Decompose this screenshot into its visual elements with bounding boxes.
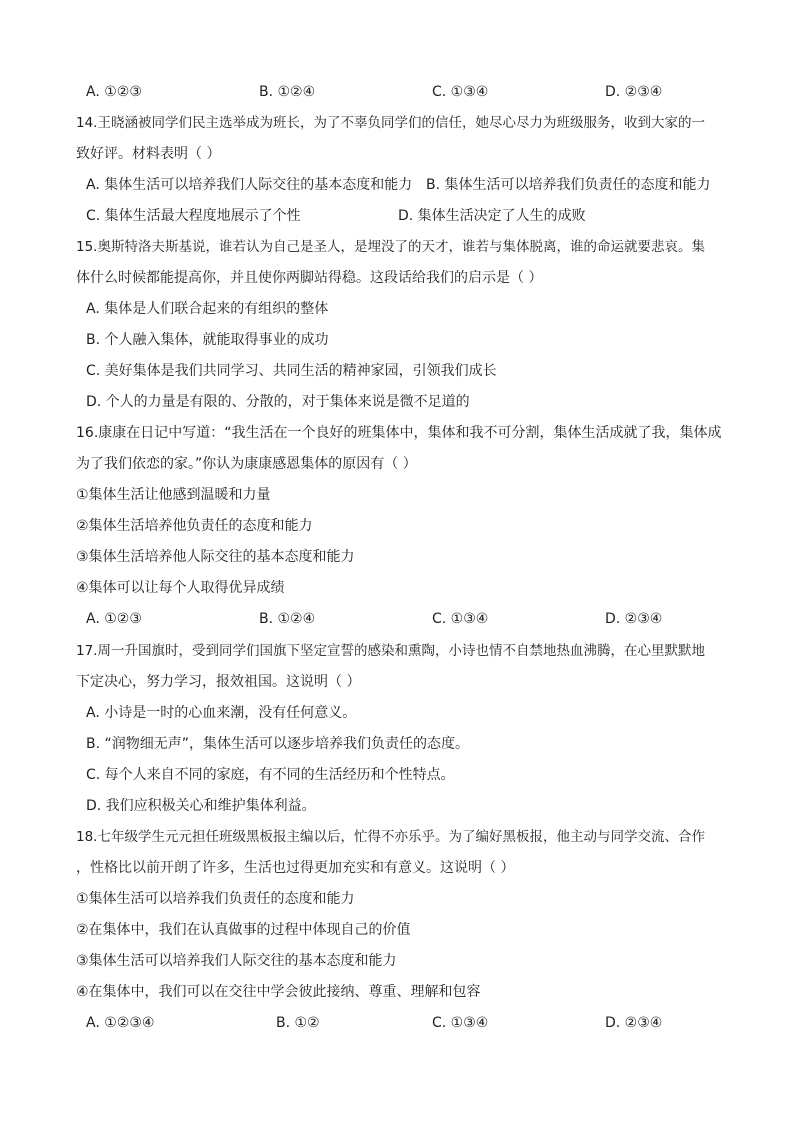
q13-option-a: A. ①②③	[86, 84, 142, 100]
q16-option-a: A. ①②③	[86, 611, 142, 627]
q15-option-c: C. 美好集体是我们共同学习、共同生活的精神家园，引领我们成长	[86, 363, 497, 379]
q14-option-b: B. 集体生活可以培养我们负责任的态度和能力	[426, 177, 711, 193]
q17-option-c: C. 每个人来自不同的家庭，有不同的生活经历和个性特点。	[86, 767, 455, 783]
q14-stem-line2: 致好评。材料表明（ ）	[76, 146, 221, 162]
q13-options	[0, 82, 794, 102]
q17-option-b: B. “润物细无声”，集体生活可以逐步培养我们负责任的态度。	[86, 736, 470, 752]
q16-stem-line1: 16.康康在日记中写道：“我生活在一个良好的班集体中，集体和我不可分割，集体生活成就了我，集体成	[76, 425, 722, 441]
q18-option-a: A. ①②③④	[86, 1015, 155, 1031]
q16-option-d: D. ②③④	[605, 611, 663, 627]
q15-stem-line2: 体什么时候都能提高你，并且使你两脚站得稳。这段话给我们的启示是（ ）	[76, 270, 543, 286]
q16-option-c: C. ①③④	[432, 611, 489, 627]
q16-statement-4: ④集体可以让每个人取得优异成绩	[76, 580, 285, 596]
q18-options	[0, 1013, 794, 1033]
q18-statement-3: ③集体生活可以培养我们人际交往的基本态度和能力	[76, 953, 397, 969]
q16-options	[0, 609, 794, 629]
q13-option-b: B. ①②④	[259, 84, 316, 100]
q14-stem-line1: 14.王晓涵被同学们民主选举成为班长，为了不辜负同学们的信任，她尽心尽力为班级服务，收到大家的一	[76, 115, 705, 131]
q16-statement-3: ③集体生活培养他人际交往的基本态度和能力	[76, 549, 355, 565]
q14-option-c: C. 集体生活最大程度地展示了个性	[86, 208, 301, 224]
q15-option-d: D. 个人的力量是有限的、分散的，对于集体来说是微不足道的	[86, 394, 470, 410]
q14-options-row1	[0, 175, 794, 195]
q14-option-d: D. 集体生活决定了人生的成败	[398, 208, 586, 224]
q13-option-d: D. ②③④	[605, 84, 663, 100]
q15-option-a: A. 集体是人们联合起来的有组织的整体	[86, 301, 329, 317]
q15-option-b: B. 个人融入集体，就能取得事业的成功	[86, 332, 329, 348]
q13-option-c: C. ①③④	[432, 84, 489, 100]
q16-statement-2: ②集体生活培养他负责任的态度和能力	[76, 518, 313, 534]
q14-options-row2	[0, 206, 794, 226]
q14-option-a: A. 集体生活可以培养我们人际交往的基本态度和能力	[86, 177, 413, 193]
q18-stem-line1: 18.七年级学生元元担任班级黑板报主编以后，忙得不亦乐乎。为了编好黑板报，他主动与同学交流、合作	[76, 829, 705, 845]
q16-option-b: B. ①②④	[259, 611, 316, 627]
q16-stem-line2: 为了我们依恋的家。”你认为康康感恩集体的原因有（ ）	[76, 456, 417, 472]
q18-option-c: C. ①③④	[432, 1015, 489, 1031]
q18-stem-line2: ，性格比以前开朗了许多，生活也过得更加充实和有意义。这说明（ ）	[76, 860, 515, 876]
q18-option-d: D. ②③④	[605, 1015, 663, 1031]
q17-option-d: D. 我们应积极关心和维护集体利益。	[86, 798, 316, 814]
q18-statement-4: ④在集体中，我们可以在交往中学会彼此接纳、尊重、理解和包容	[76, 984, 481, 1000]
q17-stem-line1: 17.周一升国旗时，受到同学们国旗下坚定宣誓的感染和熏陶，小诗也情不自禁地热血沸腾，在心里默默地	[76, 643, 705, 659]
q15-stem-line1: 15.奥斯特洛夫斯基说，谁若认为自己是圣人，是埋没了的天才，谁若与集体脱离，谁的命运就要悲哀。集	[76, 239, 705, 255]
q17-stem-line2: 下定决心，努力学习，报效祖国。这说明（ ）	[76, 674, 361, 690]
q18-statement-1: ①集体生活可以培养我们负责任的态度和能力	[76, 891, 355, 907]
q17-option-a: A. 小诗是一时的心血来潮，没有任何意义。	[86, 705, 357, 721]
q16-statement-1: ①集体生活让他感到温暖和力量	[76, 487, 271, 503]
q18-option-b: B. ①②	[276, 1015, 320, 1031]
q18-statement-2: ②在集体中，我们在认真做事的过程中体现自己的价值	[76, 922, 411, 938]
